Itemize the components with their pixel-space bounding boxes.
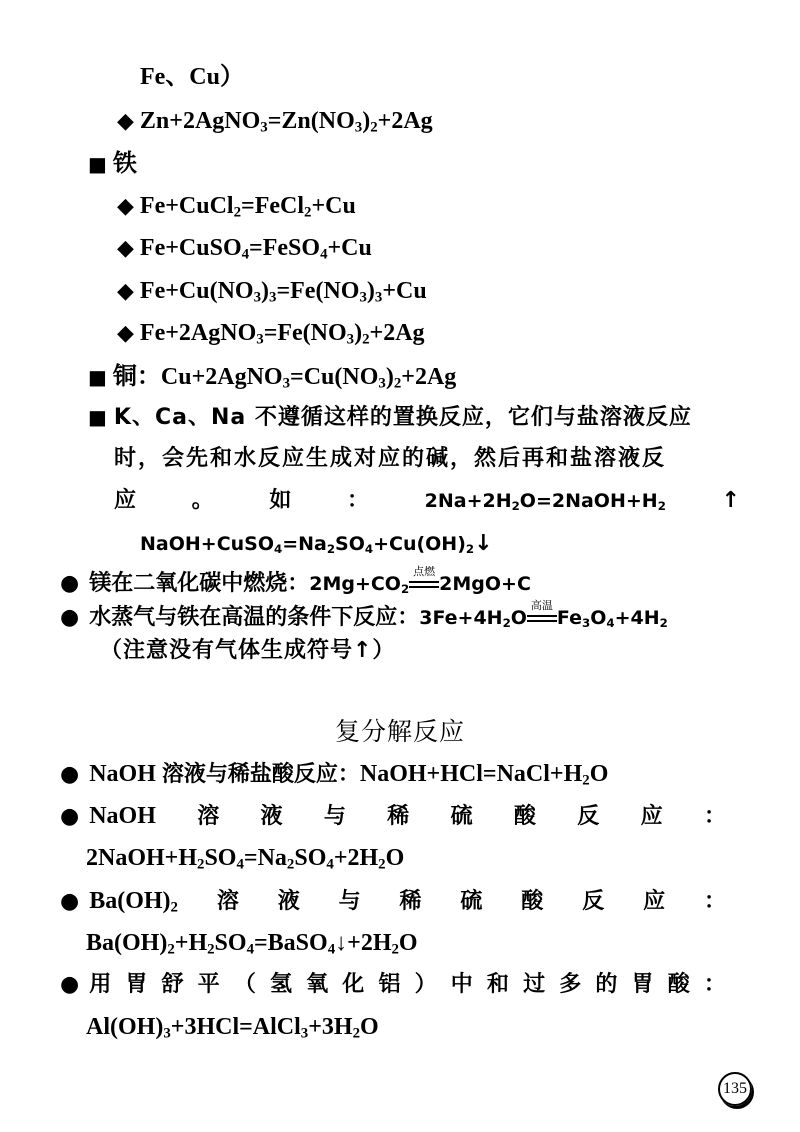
- magnesium-co2-reaction: ● 镁在二氧化碳中燃烧：$2Mg+CO_2$ 点燃 2MgO+C: [60, 569, 531, 599]
- square-bullet-icon: ■: [88, 365, 107, 389]
- up-arrow-icon: ↑: [721, 488, 740, 513]
- steam-iron-reaction: ● 水蒸气与铁在高温的条件下反应：$3Fe+4H_2O$ 高温 $Fe_3O_4+4H_2$: [60, 603, 668, 633]
- diamond-bullet-icon: ◆: [117, 236, 134, 261]
- diamond-bullet-icon: ◆: [117, 279, 134, 304]
- reaction-condition-high-temp: 高温: [527, 604, 557, 626]
- reaction-condition-ignite: 点燃: [409, 570, 439, 592]
- iron-equation-2: ◆ Fe+CuSO$_4$=FeSO$_4$+Cu: [117, 235, 372, 263]
- diamond-bullet-icon: ◆: [117, 194, 134, 219]
- naoh-hcl-reaction: ● NaOH 溶液与稀盐酸反应：$NaOH+HCl=NaCl+H_2O$: [60, 761, 609, 789]
- sodium-water-equation: $2Na+2H_2O=2NaOH+H_2$: [424, 490, 666, 513]
- alkali-note-line-1: ■ K、Ca、Na 不遵循这样的置换反应，它们与盐溶液反应: [88, 402, 692, 433]
- down-arrow-icon: ↓: [474, 531, 493, 556]
- bullet-dot-icon: ●: [60, 972, 80, 997]
- section-heading: 复分解反应: [334, 717, 465, 746]
- bullet-dot-icon: ●: [60, 804, 80, 829]
- iron-equation-3: ◆ $Fe+Cu(NO_3)_3=Fe(NO_3)_3+Cu$: [117, 278, 427, 306]
- bullet-dot-icon: ●: [60, 762, 80, 787]
- naoh-h2so4-intro: ● NaOH 溶 液 与 稀 硫 酸 反 应 ：: [60, 801, 726, 832]
- copper-hydroxide-equation: $NaOH+CuSO_4=Na_2SO_4+Cu(OH)_2↓$: [140, 531, 493, 556]
- iron-equation-1: ◆ Fe+CuCl$_2$=FeCl$_2$+Cu: [117, 193, 356, 221]
- square-bullet-icon: ■: [88, 405, 108, 429]
- zinc-continuation: Fe、Cu）: [140, 64, 244, 90]
- alkali-note-line-2: 时，会先和水反应生成对应的碱，然后再和盐溶液反: [114, 446, 667, 471]
- steam-iron-note: （注意没有气体生成符号↑）: [100, 638, 396, 663]
- baoh2-h2so4-intro: ● $Ba(OH)_2$ 溶 液 与 稀 硫 酸 反 应 ：: [60, 888, 726, 916]
- square-bullet-icon: ■: [88, 152, 107, 176]
- copper-equation: ■ 铜：$Cu+2AgNO_3=Cu(NO_3)_2+2Ag$: [88, 362, 457, 392]
- page-number: 135: [718, 1072, 752, 1106]
- antacid-intro: ● 用 胃 舒 平 （ 氢 氧 化 铝 ） 中 和 过 多 的 胃 酸 ：: [60, 970, 726, 1000]
- bullet-dot-icon: ●: [60, 571, 80, 596]
- iron-equation-4: ◆ $Fe+2AgNO_3=Fe(NO_3)_2+2Ag$: [117, 320, 425, 348]
- bullet-dot-icon: ●: [60, 605, 80, 630]
- naoh-h2so4-equation: $2NaOH+H_2SO_4=Na_2SO_4+2H_2O$: [86, 845, 405, 873]
- diamond-bullet-icon: ◆: [117, 109, 134, 134]
- diamond-bullet-icon: ◆: [117, 321, 134, 346]
- alkali-note-line-3: 应 。 如 ： $2Na+2H_2O=2NaOH+H_2$ ↑: [114, 486, 740, 516]
- zinc-silver-equation: ◆ $Zn+2AgNO_3=Zn(NO_3)_2+2Ag$: [117, 108, 433, 136]
- bullet-dot-icon: ●: [60, 889, 80, 914]
- iron-section-label: ■ 铁: [88, 149, 137, 177]
- aloh3-hcl-equation: $Al(OH)_3+3HCl=AlCl_3+3H_2O$: [86, 1014, 379, 1042]
- baoh2-h2so4-equation: $Ba(OH)_2+H_2SO_4=BaSO_4↓+2H_2O$: [86, 930, 418, 958]
